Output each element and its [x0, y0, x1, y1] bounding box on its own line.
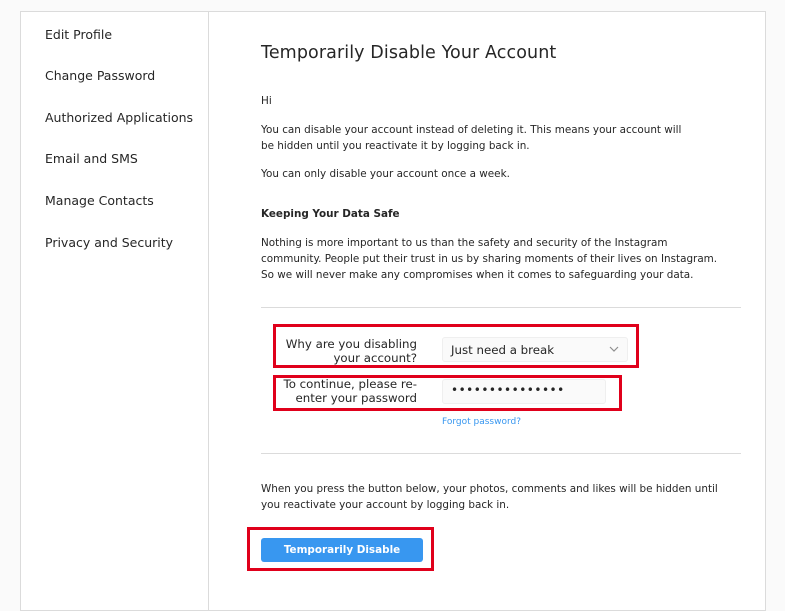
divider-top — [261, 307, 741, 308]
warning-text: When you press the button below, your photos, comments and likes will be hidden until you reactivate your account by logging back in. — [261, 483, 718, 511]
password-input-value: ••••••••••••••• — [451, 383, 565, 397]
sidebar-item-manage-contacts[interactable]: Manage Contacts — [45, 193, 154, 208]
main-content — [209, 12, 765, 610]
sidebar-item-privacy-and-security[interactable]: Privacy and Security — [45, 235, 174, 250]
intro-text: You can disable your account instead of deleting it. This means your account will be hidden until you reactivate it by logging back in. — [261, 124, 682, 152]
temporarily-disable-account-button[interactable]: Temporarily Disable Account — [261, 538, 423, 562]
page-title: Temporarily Disable Your Account — [261, 43, 557, 63]
sidebar-item-edit-profile[interactable]: Edit Profile — [45, 27, 113, 42]
greeting-text: Hi — [261, 95, 272, 107]
sidebar-item-email-and-sms[interactable]: Email and SMS — [45, 151, 138, 166]
sidebar-item-authorized-applications[interactable]: Authorized Applications — [45, 110, 194, 125]
settings-panel — [20, 11, 766, 611]
limit-note-text: You can only disable your account once a week. — [261, 168, 510, 180]
chevron-down-icon — [609, 344, 619, 354]
sidebar-item-change-password[interactable]: Change Password — [45, 68, 156, 83]
safety-heading: Keeping Your Data Safe — [261, 208, 400, 220]
forgot-password-link[interactable]: Forgot password? — [442, 417, 522, 427]
password-input[interactable] — [442, 379, 606, 404]
reason-label: Why are you disabling your account? — [285, 337, 417, 365]
password-label: To continue, please re-enter your password — [283, 377, 417, 405]
reason-select-value: Just need a break — [451, 343, 555, 357]
reason-select[interactable] — [442, 337, 628, 362]
safety-text: Nothing is more important to us than the safety and security of the Instagram community. People put their trust in us by sharing moments of their lives on Instagram. So we will never make any compromises when it comes to safeguarding your data. — [261, 237, 718, 281]
settings-sidebar — [21, 12, 209, 610]
divider-bottom — [261, 453, 741, 454]
